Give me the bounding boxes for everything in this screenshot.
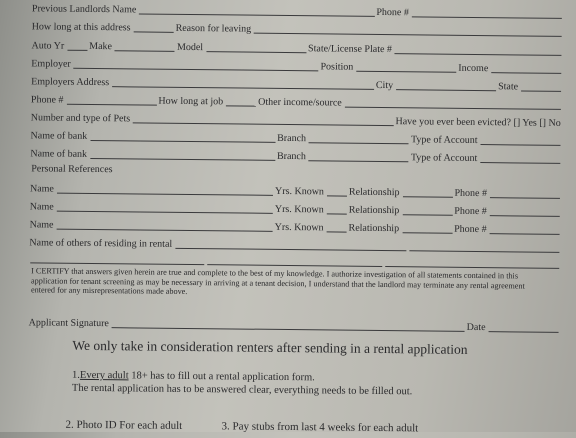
signature-row — [29, 314, 561, 334]
bank1-field[interactable] — [90, 131, 275, 143]
branch1-field[interactable] — [309, 133, 409, 144]
how-long-address-label: How long at this address — [31, 21, 131, 34]
ref-yrs-label: Yrs. Known — [274, 221, 324, 234]
income-field[interactable] — [491, 63, 561, 74]
income-label: Income — [458, 62, 489, 75]
others-residing-field-2[interactable] — [409, 241, 559, 253]
employers-address-label: Employers Address — [31, 76, 110, 89]
evicted-label[interactable]: Have you ever been evicted? [] Yes [] No — [395, 116, 561, 129]
ref-phone-field[interactable] — [490, 224, 560, 235]
ref-relationship-label: Relationship — [348, 186, 400, 199]
make-label: Make — [89, 40, 113, 53]
phone-field[interactable] — [412, 7, 562, 19]
others-residing-label: Name of others of residing in rental — [29, 237, 173, 250]
ref-phone-field[interactable] — [490, 188, 560, 199]
account2-field[interactable] — [480, 153, 560, 164]
prev-landlord-field[interactable] — [139, 4, 374, 16]
state-plate-field[interactable] — [395, 44, 562, 56]
ref-yrs-field[interactable] — [327, 222, 347, 232]
ref-relationship-label: Relationship — [348, 222, 400, 235]
ref-name-label: Name — [29, 201, 54, 213]
requirement-item-1-line2: The rental application has to be answered clear, everything needs to be filled out. — [71, 382, 413, 398]
ref-name-field[interactable] — [57, 202, 273, 214]
auto-yr-field[interactable] — [67, 41, 87, 51]
prev-landlord-label: Previous Landlords Name — [31, 3, 137, 16]
other-income-label: Other income/source — [258, 96, 342, 109]
reference-row — [30, 180, 562, 200]
reference-row — [30, 216, 562, 236]
certification-text: I CERTIFY that answers given herein are true and complete to the best of my knowledge. I authorize investigation of all statements contained in this application for tenant screening as may be necessary in arriving at a tenant decision, I understand that the landlord may terminate any rental agreement entered for any misrepresentations made above. — [30, 266, 525, 297]
bank2-row — [30, 145, 562, 165]
ref-name-label: Name — [29, 183, 54, 195]
ref-relationship-label: Relationship — [348, 204, 400, 217]
address-row — [32, 18, 564, 38]
other-income-field[interactable] — [345, 98, 561, 110]
city-label: City — [375, 79, 394, 92]
reason-leaving-label: Reason for leaving — [175, 22, 252, 35]
ref-yrs-label: Yrs. Known — [275, 185, 325, 198]
ref-relationship-field[interactable] — [402, 205, 452, 216]
account2-label: Type of Account — [410, 152, 478, 165]
state-label: State — [498, 81, 519, 93]
others-residing-field-1[interactable] — [175, 239, 406, 251]
bank1-row — [31, 127, 563, 147]
phone2-label: Phone # — [30, 94, 64, 106]
position-label: Position — [320, 61, 354, 73]
ref-relationship-field[interactable] — [402, 187, 452, 198]
branch2-label: Branch — [276, 150, 306, 163]
city-field[interactable] — [396, 80, 496, 91]
applicant-signature-label: Applicant Signature — [28, 317, 109, 330]
others-residing-field-3[interactable] — [30, 253, 204, 265]
employer-row — [31, 55, 563, 75]
date-label: Date — [466, 321, 486, 334]
item1-underlined: Every adult — [79, 369, 129, 382]
item1-text: 18+ has to fill out a rental application form. — [128, 370, 315, 384]
ref-yrs-field[interactable] — [327, 204, 347, 214]
reference-row — [30, 198, 562, 218]
how-long-job-label: How long at job — [158, 95, 224, 108]
employer-field[interactable] — [74, 59, 319, 72]
personal-references-heading: Personal References — [31, 163, 113, 176]
pets-row — [31, 109, 563, 129]
others-residing-field-5[interactable] — [385, 257, 559, 269]
auto-yr-label: Auto Yr — [31, 40, 65, 52]
bank2-label: Name of bank — [30, 148, 88, 160]
applicant-signature-field[interactable] — [112, 318, 465, 332]
date-field[interactable] — [489, 322, 559, 333]
position-field[interactable] — [356, 62, 456, 73]
make-field[interactable] — [115, 41, 175, 52]
state-plate-label: State/License Plate # — [308, 43, 393, 56]
model-label: Model — [176, 41, 204, 54]
ref-yrs-field[interactable] — [327, 186, 347, 196]
job-row — [31, 91, 563, 111]
ref-name-field[interactable] — [56, 220, 272, 232]
requirement-item-1 — [72, 370, 315, 384]
reason-leaving-field[interactable] — [254, 24, 562, 37]
phone-label: Phone # — [376, 6, 409, 19]
account1-label: Type of Account — [410, 134, 478, 147]
how-long-job-field[interactable] — [226, 96, 256, 106]
prev-landlord-row — [32, 0, 564, 20]
ref-relationship-field[interactable] — [402, 223, 452, 234]
requirement-item-2: 2. Photo ID For each adult — [65, 418, 183, 432]
ref-name-label: Name — [29, 219, 54, 231]
branch1-label: Branch — [277, 132, 307, 145]
employers-address-field[interactable] — [112, 77, 374, 90]
model-field[interactable] — [206, 42, 306, 53]
account1-field[interactable] — [481, 135, 561, 146]
phone2-field[interactable] — [66, 95, 156, 106]
requirement-item-3: 3. Pay stubs from last 4 weeks for each adult — [221, 420, 419, 435]
pets-label: Number and type of Pets — [30, 112, 131, 125]
employer-address-row — [31, 73, 563, 93]
auto-row — [31, 37, 563, 57]
how-long-address-field[interactable] — [134, 22, 174, 32]
ref-phone-field[interactable] — [490, 206, 560, 217]
requirements-headline: We only take in consideration renters after sending in a rental application — [72, 337, 468, 357]
ref-yrs-label: Yrs. Known — [274, 203, 324, 216]
pets-field[interactable] — [133, 113, 393, 126]
bank2-field[interactable] — [90, 149, 275, 161]
branch2-field[interactable] — [309, 151, 409, 162]
bank1-label: Name of bank — [30, 130, 88, 142]
others-residing-field-4[interactable] — [208, 255, 382, 267]
ref-name-field[interactable] — [57, 184, 273, 196]
state-field[interactable] — [521, 81, 561, 91]
ref-phone-label: Phone # — [454, 223, 487, 236]
item1-number: 1. — [72, 369, 81, 381]
ref-phone-label: Phone # — [454, 187, 488, 200]
employer-label: Employer — [31, 58, 71, 70]
ref-phone-label: Phone # — [454, 205, 487, 218]
